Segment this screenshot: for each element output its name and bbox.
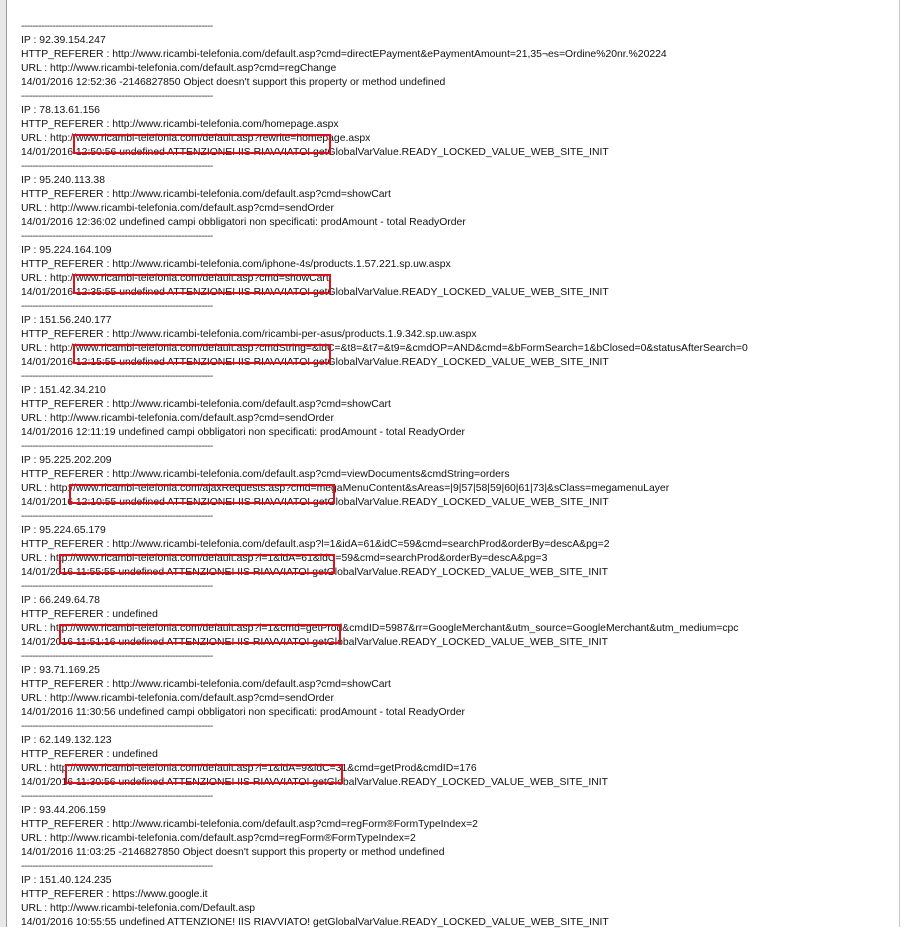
log-entry	[21, 160, 891, 230]
ip-line: IP : 151.42.34.210	[21, 385, 106, 396]
ip-line: IP : 93.44.206.159	[21, 805, 106, 816]
message-line: 14/01/2016 12:11:19 undefined campi obbligatori non specificati: prodAmount - total ReadyOrder	[21, 427, 466, 438]
log-separator: -------------------------------------------------------------------	[21, 161, 213, 172]
log-separator: -------------------------------------------------------------------	[21, 581, 213, 592]
log-entry	[21, 300, 891, 370]
url-line: URL : http://www.ricambi-telefonia.com/default.asp?cmd=sendOrder	[21, 693, 334, 704]
message-line: 14/01/2016 11:30:56 undefined ATTENZIONE! IIS RIAVVIATO! getGlobalVarValue.READY_LOCKED_VALUE_WEB_SITE_INIT	[21, 777, 608, 788]
ip-line: IP : 151.56.240.177	[21, 315, 112, 326]
message-line: 14/01/2016 12:36:02 undefined campi obbligatori non specificati: prodAmount - total ReadyOrder	[21, 217, 466, 228]
log-entry	[21, 440, 891, 510]
url-line: URL : http://www.ricambi-telefonia.com/default.asp?l=1&idA=61&idC=59&cmd=searchProd&orderBy=descA&pg=3	[21, 553, 548, 564]
log-entry	[21, 580, 891, 650]
vertical-scrollbar[interactable]	[899, 0, 914, 927]
url-line: URL : http://www.ricambi-telefonia.com/default.asp?cmdString=&idC=&t8=&t7=&t9=&cmdOP=AND&cmd=&bFormSearch=1&bClosed=0&statusAfterSearch=0	[21, 343, 748, 354]
log-entry	[21, 860, 891, 930]
url-line: URL : http://www.ricambi-telefonia.com/default.asp?cmd=sendOrder	[21, 413, 334, 424]
url-line: URL : http://www.ricambi-telefonia.com/default.asp?l=1&cmd=getProd&cmdID=5987&rr=GoogleMerchant&utm_source=GoogleMerchant&utm_medium=cpc	[21, 623, 739, 634]
log-entry	[21, 230, 891, 300]
log-separator: -------------------------------------------------------------------	[21, 91, 213, 102]
ip-line: IP : 95.240.113.38	[21, 175, 105, 186]
log-separator: -------------------------------------------------------------------	[21, 301, 213, 312]
highlight-annotation-box	[73, 274, 331, 294]
ip-line: IP : 95.224.164.109	[21, 245, 112, 256]
url-line: URL : http://www.ricambi-telefonia.com/ajaxRequests.asp?cmd=megaMenuContent&sAreas=|9|57|58|59|60|61|73|&sClass=megamenuLayer	[21, 483, 670, 494]
url-line: URL : http://www.ricambi-telefonia.com/Default.asp	[21, 903, 256, 914]
window-left-border	[0, 0, 7, 927]
referer-line: HTTP_REFERER : http://www.ricambi-telefonia.com/homepage.aspx	[21, 119, 339, 130]
ip-line: IP : 151.40.124.235	[21, 875, 112, 886]
ip-line: IP : 95.224.65.179	[21, 525, 106, 536]
referer-line: HTTP_REFERER : http://www.ricambi-telefonia.com/default.asp?cmd=viewDocuments&cmdString=orders	[21, 469, 510, 480]
ip-line: IP : 78.13.61.156	[21, 105, 100, 116]
referer-line: HTTP_REFERER : http://www.ricambi-telefonia.com/ricambi-per-asus/products.1.9.342.sp.uw.aspx	[21, 329, 477, 340]
message-line: 14/01/2016 11:30:56 undefined campi obbligatori non specificati: prodAmount - total ReadyOrder	[21, 707, 466, 718]
referer-line: HTTP_REFERER : http://www.ricambi-telefonia.com/default.asp?cmd=showCart	[21, 399, 391, 410]
referer-line: HTTP_REFERER : http://www.ricambi-telefonia.com/default.asp?cmd=showCart	[21, 189, 391, 200]
url-line: URL : http://www.ricambi-telefonia.com/default.asp?cmd=regForm®FormTypeIndex=2	[21, 833, 416, 844]
log-entry	[21, 650, 891, 720]
message-line: 14/01/2016 12:10:55 undefined ATTENZIONE! IIS RIAVVIATO! getGlobalVarValue.READY_LOCKED_VALUE_WEB_SITE_INIT	[21, 497, 609, 508]
highlight-annotation-box	[59, 624, 341, 644]
referer-line: HTTP_REFERER : undefined	[21, 609, 158, 620]
message-line: 14/01/2016 12:35:55 undefined ATTENZIONE! IIS RIAVVIATO! getGlobalVarValue.READY_LOCKED_VALUE_WEB_SITE_INIT	[21, 287, 609, 298]
message-line: 14/01/2016 11:55:55 undefined ATTENZIONE! IIS RIAVVIATO! getGlobalVarValue.READY_LOCKED_VALUE_WEB_SITE_INIT	[21, 567, 608, 578]
log-separator: -------------------------------------------------------------------	[21, 21, 213, 32]
ip-line: IP : 93.71.169.25	[21, 665, 100, 676]
referer-line: HTTP_REFERER : https://www.google.it	[21, 889, 208, 900]
log-separator: -------------------------------------------------------------------	[21, 441, 213, 452]
ip-line: IP : 95.225.202.209	[21, 455, 112, 466]
url-line: URL : http://www.ricambi-telefonia.com/default.asp?cmd=showCart	[21, 273, 329, 284]
referer-line: HTTP_REFERER : http://www.ricambi-telefonia.com/default.asp?cmd=showCart	[21, 679, 391, 690]
log-entry	[21, 20, 891, 90]
referer-line: HTTP_REFERER : http://www.ricambi-telefonia.com/default.asp?l=1&idA=61&idC=59&cmd=searchProd&orderBy=descA&pg=2	[21, 539, 610, 550]
message-line: 14/01/2016 12:50:56 undefined ATTENZIONE! IIS RIAVVIATO! getGlobalVarValue.READY_LOCKED_VALUE_WEB_SITE_INIT	[21, 147, 609, 158]
url-line: URL : http://www.ricambi-telefonia.com/default.asp?cmd=sendOrder	[21, 203, 334, 214]
referer-line: HTTP_REFERER : http://www.ricambi-telefonia.com/iphone-4s/products.1.57.221.sp.uw.aspx	[21, 259, 451, 270]
message-line: 14/01/2016 12:15:55 undefined ATTENZIONE! IIS RIAVVIATO! getGlobalVarValue.READY_LOCKED_VALUE_WEB_SITE_INIT	[21, 357, 609, 368]
ip-line: IP : 92.39.154.247	[21, 35, 106, 46]
log-separator: -------------------------------------------------------------------	[21, 511, 213, 522]
message-line: 14/01/2016 12:52:36 -2146827850 Object doesn't support this property or method undefined	[21, 77, 446, 88]
ip-line: IP : 62.149.132.123	[21, 735, 112, 746]
log-separator: -------------------------------------------------------------------	[21, 371, 213, 382]
log-separator: -------------------------------------------------------------------	[21, 651, 213, 662]
url-line: URL : http://www.ricambi-telefonia.com/default.asp?cmd=regChange	[21, 63, 337, 74]
highlight-annotation-box	[65, 764, 343, 784]
highlight-annotation-box	[73, 344, 331, 364]
message-line: 14/01/2016 11:03:25 -2146827850 Object doesn't support this property or method undefined	[21, 847, 445, 858]
referer-line: HTTP_REFERER : undefined	[21, 749, 158, 760]
highlight-annotation-box	[69, 484, 335, 504]
message-line: 14/01/2016 11:51:16 undefined ATTENZIONE! IIS RIAVVIATO! getGlobalVarValue.READY_LOCKED_VALUE_WEB_SITE_INIT	[21, 637, 608, 648]
ip-line: IP : 66.249.64.78	[21, 595, 100, 606]
log-entry	[21, 720, 891, 790]
log-entry	[21, 790, 891, 860]
error-log	[21, 20, 891, 930]
log-separator: -------------------------------------------------------------------	[21, 721, 213, 732]
log-entry	[21, 370, 891, 440]
log-separator: -------------------------------------------------------------------	[21, 791, 213, 802]
highlight-annotation-box	[59, 554, 335, 574]
referer-line: HTTP_REFERER : http://www.ricambi-telefonia.com/default.asp?cmd=directEPayment&ePaymentAmount=21,35¬es=Ordine%20nr.%20224	[21, 49, 667, 60]
url-line: URL : http://www.ricambi-telefonia.com/default.asp?rewrite=homepage.aspx	[21, 133, 371, 144]
log-separator: -------------------------------------------------------------------	[21, 231, 213, 242]
log-entry	[21, 510, 891, 580]
log-entry	[21, 90, 891, 160]
highlight-annotation-box	[73, 134, 331, 154]
message-line: 14/01/2016 10:55:55 undefined ATTENZIONE! IIS RIAVVIATO! getGlobalVarValue.READY_LOCKED_VALUE_WEB_SITE_INIT	[21, 917, 609, 928]
referer-line: HTTP_REFERER : http://www.ricambi-telefonia.com/default.asp?cmd=regForm®FormTypeIndex=2	[21, 819, 478, 830]
log-separator: -------------------------------------------------------------------	[21, 861, 213, 872]
url-line: URL : http://www.ricambi-telefonia.com/default.asp?l=1&idA=9&idC=31&cmd=getProd&cmdID=176	[21, 763, 477, 774]
